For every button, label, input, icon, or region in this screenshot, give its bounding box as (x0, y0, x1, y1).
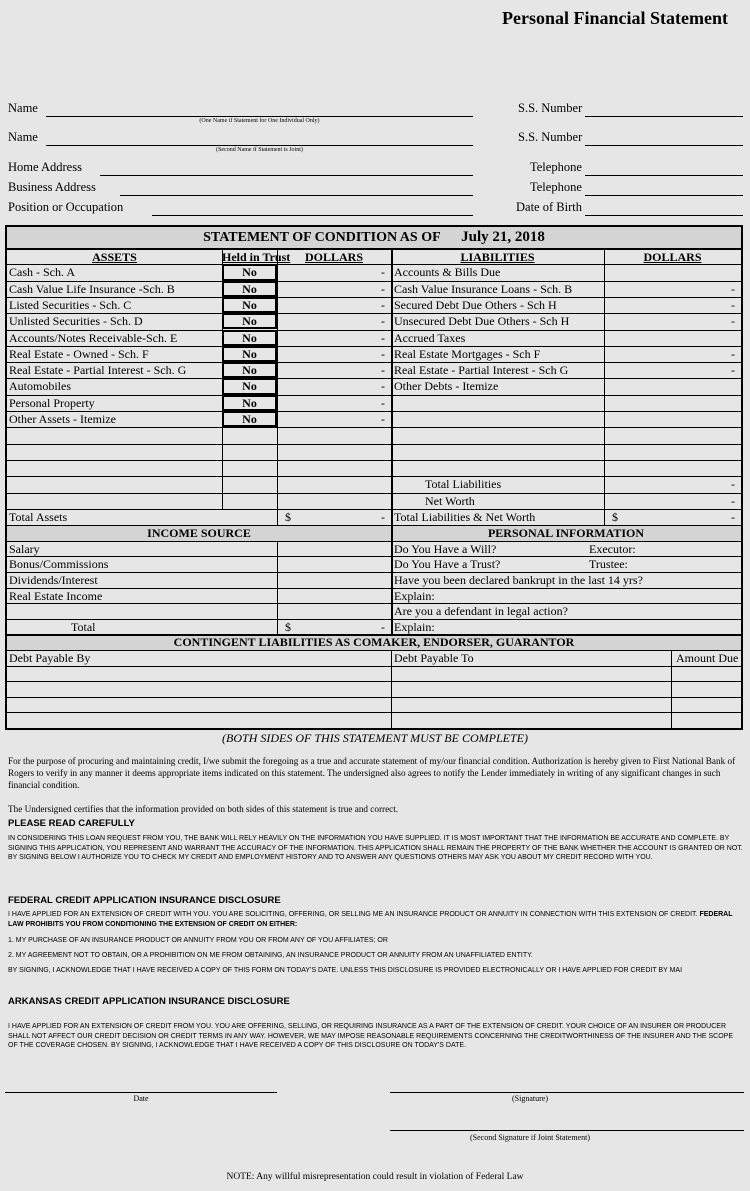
asset-dollars[interactable]: - (381, 330, 385, 345)
asset-dollars[interactable]: - (381, 265, 385, 280)
explain-label-1: Explain: (394, 588, 435, 603)
net-worth-label: Net Worth (425, 493, 475, 508)
dob-field[interactable] (585, 215, 743, 216)
date-line[interactable] (5, 1092, 277, 1093)
signature-caption: (Signature) (512, 1094, 548, 1103)
home-address-field[interactable] (100, 175, 473, 176)
asset-dollars[interactable]: - (381, 379, 385, 394)
position-label: Position or Occupation (8, 200, 124, 214)
name1-caption: (One Name if Statement for One Individual Only) (199, 118, 320, 124)
liabilities-dollars-header: DOLLARS (643, 249, 702, 264)
ssn2-field[interactable] (585, 145, 743, 146)
authorization-paragraph: For the purpose of procuring and maintaining credit, I/we submit the foregoing as a true and accurate statement of my/our financial condition. Authorization is hereby given to First National Bank of Rogers to verify in any manner it deems appropriate items indicated on this statement. The undersigned also agrees to notify the Lender immediately in writing of any significant changes in such financial condition. (8, 756, 736, 790)
total-assets-currency: $ (285, 509, 291, 524)
telephone1-field[interactable] (585, 175, 743, 176)
grid-line (7, 444, 741, 445)
ssn1-field[interactable] (585, 116, 743, 117)
held-in-trust-value[interactable]: No (242, 395, 257, 410)
held-in-trust-value[interactable]: No (242, 265, 257, 280)
statement-label: STATEMENT OF CONDITION AS OF (203, 230, 441, 245)
asset-label: Real Estate - Partial Interest - Sch. G (9, 363, 187, 378)
grand-total-currency: $ (612, 509, 618, 524)
grid-line (7, 460, 741, 461)
held-in-trust-value[interactable]: No (242, 297, 257, 312)
asset-dollars[interactable]: - (381, 281, 385, 296)
total-liabilities-label: Total Liabilities (425, 477, 502, 492)
held-in-trust-value[interactable]: No (242, 346, 257, 361)
federal-item-2: 2. MY AGREEMENT NOT TO OBTAIN, OR A PROHIBITION ON ME FROM OBTAINING, AN INSURANCE PRODUCT OR ANNUITY FROM AN UNAFFILIATED ENTITY. (8, 952, 533, 959)
business-address-label: Business Address (8, 180, 96, 194)
contingent-row[interactable] (7, 712, 741, 728)
contingent-row[interactable] (7, 697, 741, 713)
income-total-value[interactable]: - (381, 619, 385, 634)
income-total-label: Total (71, 619, 96, 634)
federal-text-b: FEDERAL LAW PROHIBITS YOU FROM CONDITIONING THE EXTENSION OF CREDIT ON EITHER: (8, 911, 733, 928)
defendant-question: Are you a defendant in legal action? (394, 604, 568, 619)
name2-label: Name (8, 130, 38, 144)
grid-line (7, 427, 741, 428)
will-question: Do You Have a Will? (394, 541, 497, 556)
trustee-label: Trustee: (589, 557, 628, 572)
held-in-trust-value[interactable]: No (242, 330, 257, 345)
assets-header: ASSETS (92, 249, 137, 264)
second-signature-line[interactable] (390, 1130, 744, 1131)
liability-label: Cash Value Insurance Loans - Sch. B (394, 281, 573, 296)
income-row-label: Dividends/Interest (9, 572, 98, 587)
ssn2-label: S.S. Number (518, 130, 583, 144)
grid-line (7, 650, 741, 651)
home-address-label: Home Address (8, 160, 82, 174)
certification-paragraph: The Undersigned certifies that the information provided on both sides of this statement is true and correct. (8, 804, 399, 814)
asset-dollars[interactable]: - (381, 314, 385, 329)
liability-label: Accounts & Bills Due (394, 265, 501, 280)
legal-note: NOTE: Any willful misrepresentation could result in violation of Federal Law (226, 1172, 524, 1182)
contingent-row[interactable] (7, 681, 741, 697)
telephone1-label: Telephone (530, 160, 582, 174)
ssn1-label: S.S. Number (518, 101, 583, 115)
asset-dollars[interactable]: - (381, 395, 385, 410)
signature-line[interactable] (390, 1092, 744, 1093)
asset-label: Real Estate - Owned - Sch. F (9, 346, 149, 361)
debt-payable-to-header: Debt Payable To (394, 650, 474, 665)
bankrupt-question: Have you been declared bankrupt in the last 14 yrs? (394, 572, 643, 587)
name1-field[interactable] (46, 116, 473, 117)
amount-due-header: Amount Due (676, 650, 739, 665)
grid-line (7, 603, 741, 604)
name2-caption: (Second Name if Statement is Joint) (216, 147, 303, 153)
federal-acknowledgement: BY SIGNING, I ACKNOWLEDGE THAT I HAVE RECEIVED A COPY OF THIS FORM ON TODAY'S DATE. UNLESS THIS DISCLOSURE IS PROVIDED ELECTRONICALLY OR I HAVE APPLIED FOR CREDIT BY MAI (8, 967, 683, 974)
grid-line (391, 525, 393, 634)
federal-item-1: 1. MY PURCHASE OF AN INSURANCE PRODUCT OR ANNUITY FROM YOU OR FROM ANY OF YOU AFFILIATES; OR (8, 937, 388, 944)
business-address-field[interactable] (120, 195, 473, 196)
asset-label: Cash - Sch. A (9, 265, 75, 280)
telephone2-field[interactable] (585, 195, 743, 196)
debt-payable-by-header: Debt Payable By (9, 650, 91, 665)
income-row-label: Bonus/Commissions (9, 557, 109, 572)
income-total-currency: $ (285, 619, 291, 634)
liability-label: Accrued Taxes (394, 330, 466, 345)
arkansas-text: I HAVE APPLIED FOR AN EXTENSION OF CREDIT FROM YOU. YOU ARE OFFERING, SELLING, OR REQUIRING INSURANCE AS A PART OF THE EXTENSION OF CREDIT. YOUR CHOICE OF AN INSURER OR PRODUCER SHALL NOT AFFECT OUR CREDIT DECISION OR CREDIT TERMS IN ANY WAY. HOWEVER, WE MAY IMPOSE REASONABLE REQUIREMENTS CONCERNING THE CREDITWORTHINESS OF THE INSURER AND THE SCOPE OF THE COVERAGE CHOSEN. BY SIGNING, I ACKNOWLEDGE THAT I HAVE RECEIVED A COPY OF THIS DISCLOSURE ON TODAY'S DATE. (8, 1023, 734, 1049)
contingent-row[interactable] (7, 666, 741, 682)
page-title: Personal Financial Statement (502, 8, 728, 28)
liability-dollars[interactable]: - (731, 363, 735, 378)
asset-label: Cash Value Life Insurance -Sch. B (9, 281, 175, 296)
arkansas-heading: ARKANSAS CREDIT APPLICATION INSURANCE DISCLOSURE (8, 996, 290, 1007)
asset-label: Listed Securities - Sch. C (9, 297, 132, 312)
held-in-trust-value[interactable]: No (242, 379, 257, 394)
asset-dollars[interactable]: - (381, 346, 385, 361)
held-in-trust-header: Held in Trust (222, 249, 291, 264)
position-field[interactable] (152, 215, 473, 216)
asset-label: Other Assets - Itemize (9, 412, 116, 426)
asset-label: Automobiles (9, 379, 71, 394)
total-assets-label: Total Assets (9, 509, 68, 524)
name1-label: Name (8, 101, 38, 115)
federal-text (8, 910, 744, 929)
asset-dollars[interactable]: - (381, 297, 385, 312)
liability-dollars[interactable]: - (731, 314, 735, 329)
statement-header (7, 229, 741, 246)
federal-heading: FEDERAL CREDIT APPLICATION INSURANCE DISCLOSURE (8, 895, 281, 906)
liability-label: Real Estate - Partial Interest - Sch G (394, 363, 569, 378)
asset-label: Personal Property (9, 395, 95, 410)
assets-dollars-header: DOLLARS (304, 249, 363, 264)
federal-text-a: I HAVE APPLIED FOR AN EXTENSION OF CREDIT WITH YOU. YOU ARE SOLICITING, OFFERING, OR SELLING ME AN INSURANCE PRODUCT OR ANNUITY IN CONNECTION WITH THIS EXTENSION OF CREDIT. (8, 911, 698, 918)
liability-label: Unsecured Debt Due Others - Sch H (394, 314, 570, 329)
held-in-trust-value[interactable]: No (242, 314, 257, 329)
liability-dollars[interactable]: - (731, 281, 735, 296)
liability-dollars[interactable]: - (731, 297, 735, 312)
explain-label-2: Explain: (394, 619, 435, 634)
liability-label: Real Estate Mortgages - Sch F (394, 346, 541, 361)
asset-label: Accounts/Notes Receivable-Sch. E (9, 330, 178, 345)
asset-dollars[interactable]: - (381, 412, 385, 426)
read-carefully-text: IN CONSIDERING THIS LOAN REQUEST FROM YOU, THE BANK WILL RELY HEAVILY ON THE INFORMATION YOU HAVE SUPPLIED. IT IS MOST IMPORTANT THAT THE INFORMATION BE ACCURATE AND COMPLETE. BY SIGNING THIS APPLICATION, YOU REPRESENT AND WARRANT THE ACCURACY OF THE INFORMATION. THIS APPLICATION SHALL REMAIN THE PROPERTY OF THE BANK WHETHER THE ACCOUNT IS GRANTED OR NOT. BY SIGNING BELOW I AUTHORIZE YOU TO CHECK MY CREDIT AND EMPLOYMENT HISTORY AND TO ANSWER ANY QUESTIONS OTHERS MAY ASK YOU ABOUT MY CREDIT RECORD WITH YOU. (8, 835, 743, 861)
income-row-label: Salary (9, 541, 40, 556)
liabilities-header: LIABILITIES (460, 249, 535, 264)
net-worth-value[interactable]: - (731, 493, 735, 508)
date-caption: Date (133, 1094, 149, 1103)
personal-information-header: PERSONAL INFORMATION (487, 526, 645, 541)
grid-line (391, 248, 393, 525)
asset-label: Unlisted Securities - Sch. D (9, 314, 143, 329)
income-row-label: Real Estate Income (9, 588, 103, 603)
liability-label: Secured Debt Due Others - Sch H (394, 297, 557, 312)
liability-label: Other Debts - Itemize (394, 379, 499, 394)
both-sides-note: (BOTH SIDES OF THIS STATEMENT MUST BE COMPLETE) (222, 731, 528, 745)
grand-total-value[interactable]: - (731, 509, 735, 524)
held-in-trust-value[interactable]: No (242, 363, 257, 378)
contingent-header: CONTINGENT LIABILITIES AS COMAKER, ENDORSER, GUARANTOR (173, 635, 575, 650)
total-liabilities-value[interactable]: - (731, 477, 735, 492)
trust-question: Do You Have a Trust? (394, 557, 501, 572)
name2-field[interactable] (46, 145, 473, 146)
statement-table (5, 225, 743, 730)
grand-total-label: Total Liabilities & Net Worth (394, 509, 536, 524)
liability-dollars[interactable]: - (731, 346, 735, 361)
held-in-trust-value[interactable]: No (242, 281, 257, 296)
executor-label: Executor: (589, 541, 636, 556)
asset-dollars[interactable]: - (381, 363, 385, 378)
dob-label: Date of Birth (516, 200, 582, 214)
statement-date: July 21, 2018 (461, 229, 545, 245)
total-assets-value[interactable]: - (381, 509, 385, 524)
telephone2-label: Telephone (530, 180, 582, 194)
read-carefully-heading: PLEASE READ CAREFULLY (8, 818, 135, 829)
second-signature-caption: (Second Signature if Joint Statement) (470, 1133, 590, 1142)
income-source-header: INCOME SOURCE (147, 526, 251, 541)
held-in-trust-value[interactable]: No (242, 412, 257, 426)
